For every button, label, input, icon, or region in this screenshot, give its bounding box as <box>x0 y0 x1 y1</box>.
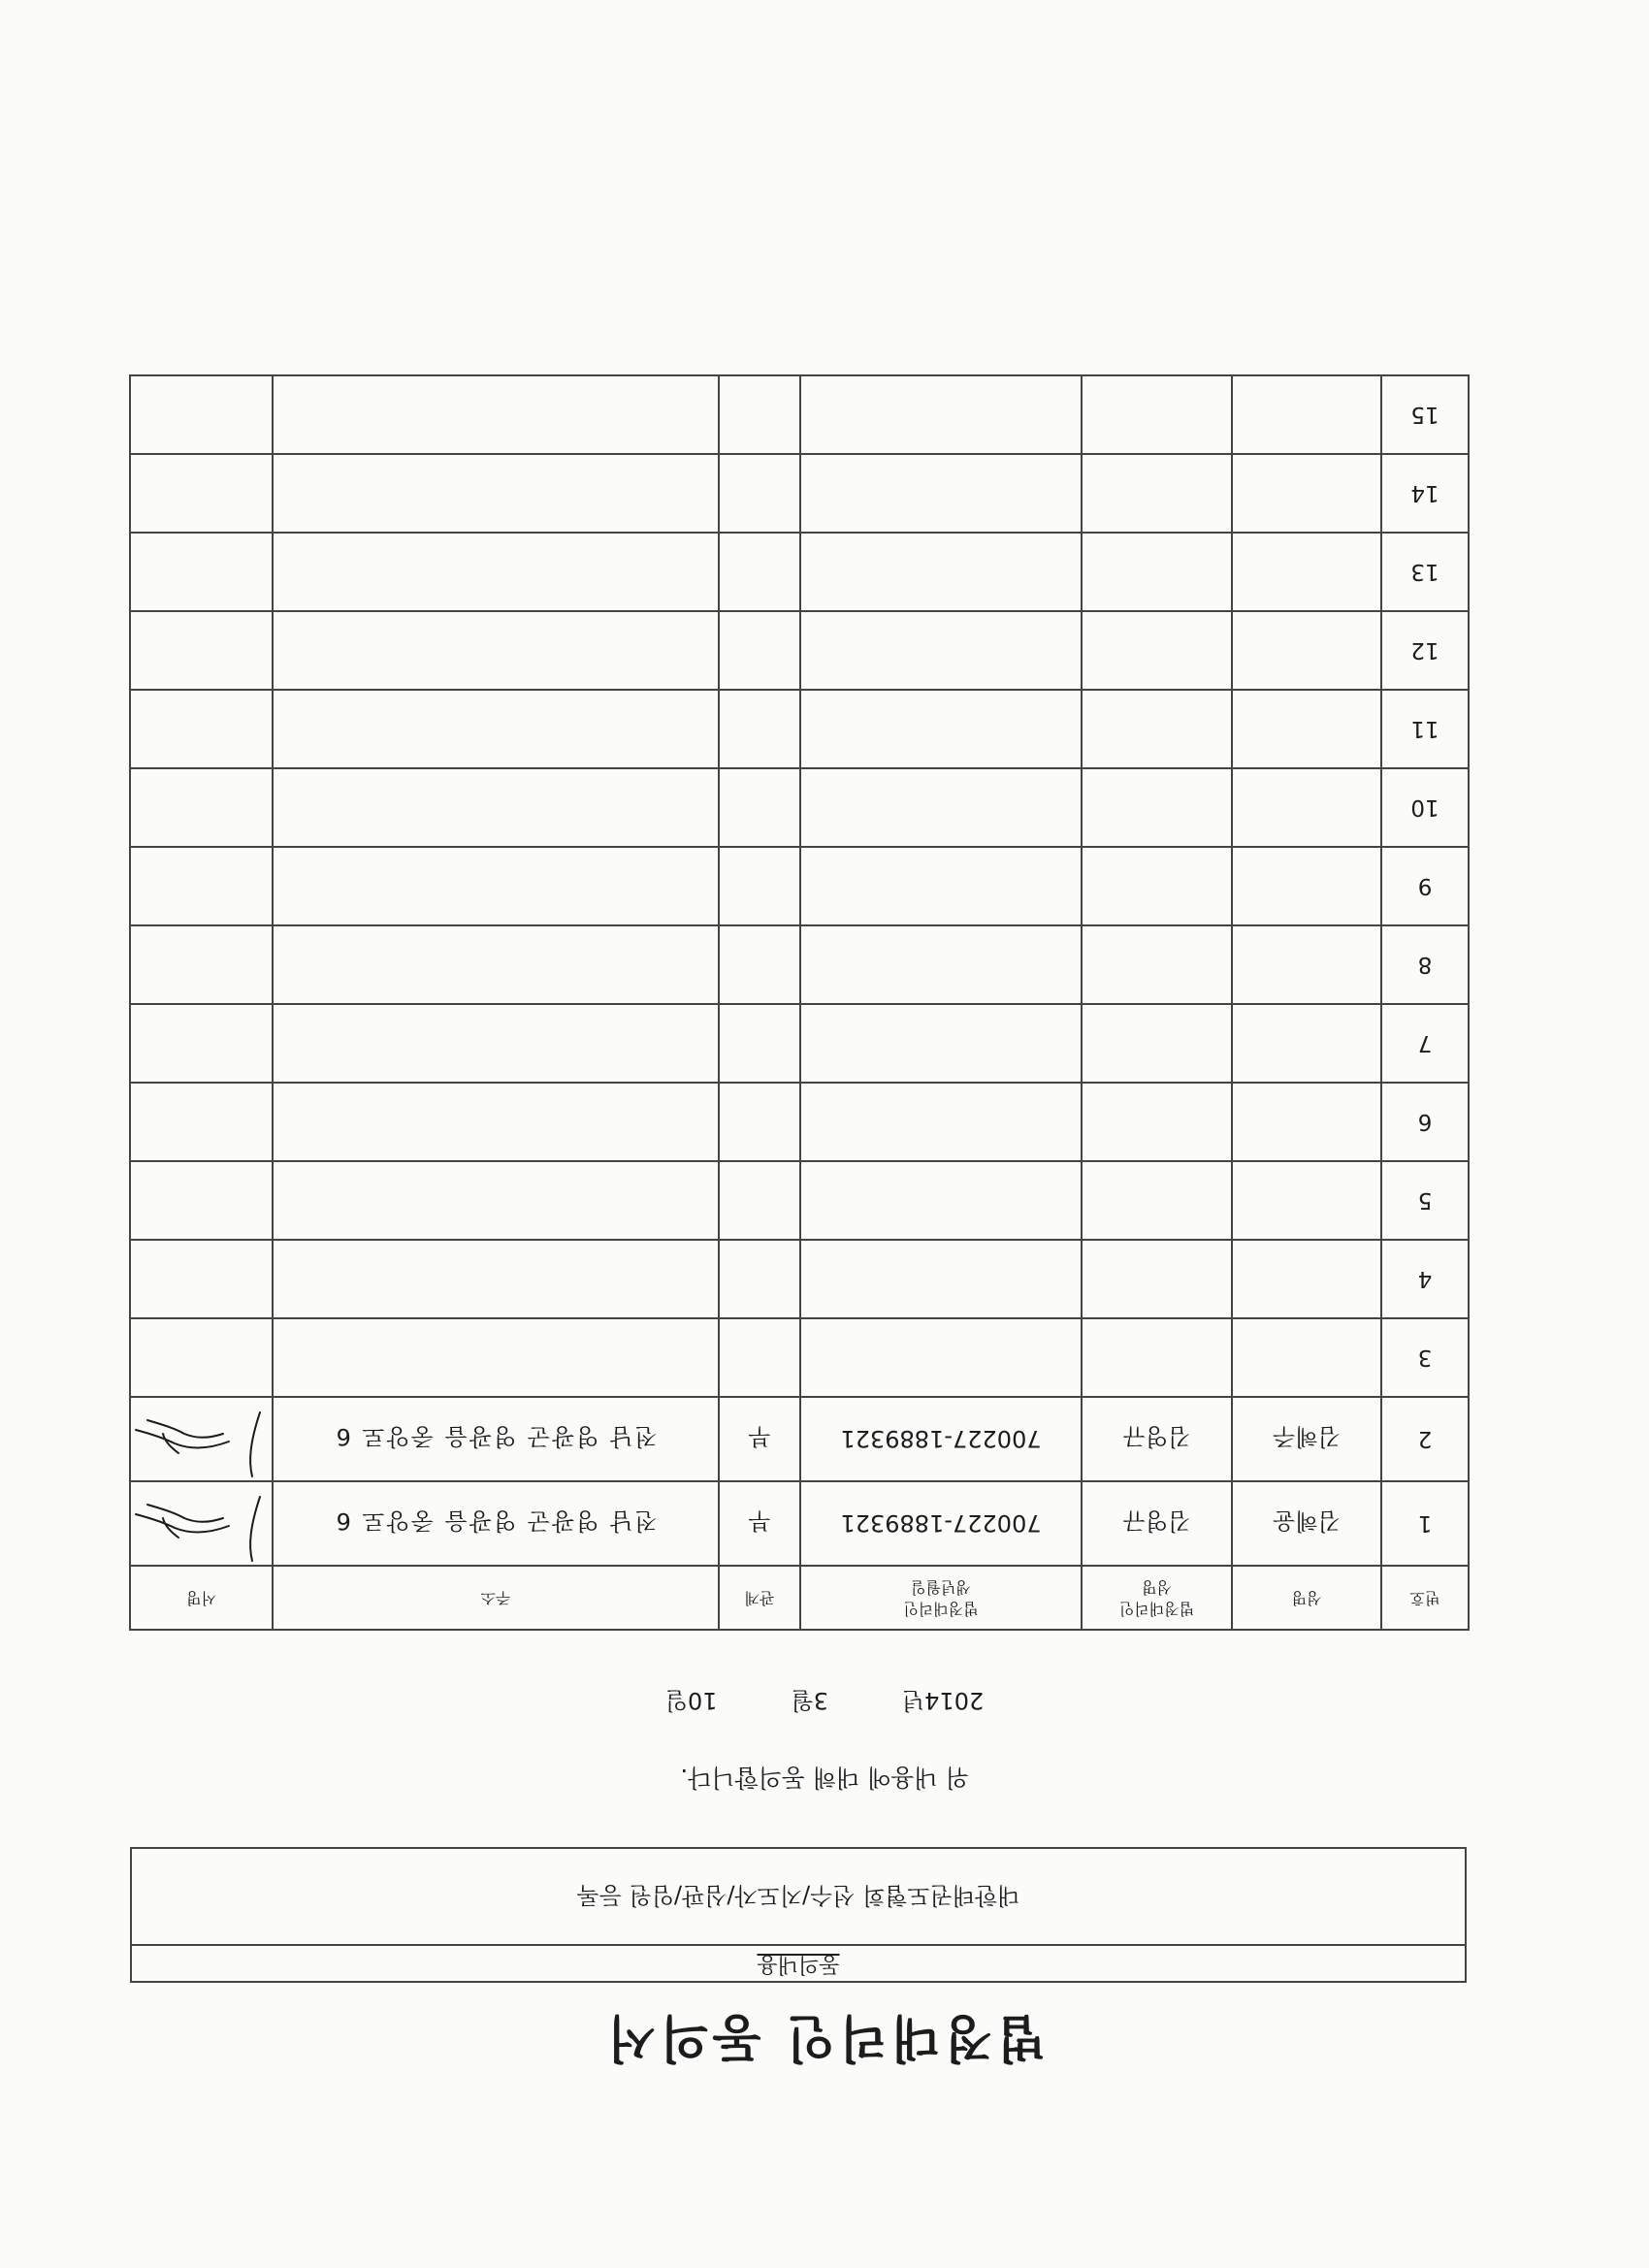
date-line <box>0 1686 1649 1720</box>
cell-no: 5 <box>1381 1161 1469 1240</box>
cell-signature <box>130 690 273 768</box>
cell-relation <box>719 1161 800 1240</box>
cell-guardian-name <box>1082 1240 1232 1318</box>
cell-signature <box>130 1318 273 1397</box>
cell-signature <box>130 375 273 454</box>
cell-guardian-birth: 700227-1889321 <box>800 1481 1082 1566</box>
cell-no: 11 <box>1381 690 1469 768</box>
guardian-table <box>129 374 1470 1631</box>
cell-signature <box>130 847 273 925</box>
cell-no: 1 <box>1381 1481 1469 1566</box>
cell-address <box>273 375 719 454</box>
table-row <box>130 1397 1469 1481</box>
cell-guardian-name <box>1082 375 1232 454</box>
cell-no: 4 <box>1381 1240 1469 1318</box>
cell-guardian-birth <box>800 454 1082 533</box>
cell-name <box>1232 1004 1381 1083</box>
table-row <box>130 768 1469 847</box>
cell-address <box>273 533 719 611</box>
cell-guardian-birth <box>800 768 1082 847</box>
cell-no: 12 <box>1381 611 1469 690</box>
cell-address <box>273 1004 719 1083</box>
cell-guardian-name <box>1082 611 1232 690</box>
table-row <box>130 533 1469 611</box>
cell-guardian-name <box>1082 768 1232 847</box>
header-guardian-birth: 법정대리인 생년월일 <box>800 1566 1082 1630</box>
cell-guardian-birth <box>800 847 1082 925</box>
table-row <box>130 1083 1469 1161</box>
cell-guardian-birth <box>800 611 1082 690</box>
cell-relation: 부 <box>719 1397 800 1481</box>
cell-name <box>1232 1318 1381 1397</box>
cell-name <box>1232 690 1381 768</box>
cell-address <box>273 690 719 768</box>
cell-relation <box>719 847 800 925</box>
cell-guardian-birth <box>800 533 1082 611</box>
cell-guardian-name <box>1082 533 1232 611</box>
cell-name <box>1232 768 1381 847</box>
cell-name <box>1232 533 1381 611</box>
table-header-row <box>130 1566 1469 1630</box>
cell-name <box>1232 1161 1381 1240</box>
cell-relation <box>719 1083 800 1161</box>
document-title: 법정대리인 동의서 <box>603 2008 1046 2066</box>
cell-address <box>273 1240 719 1318</box>
cell-relation <box>719 925 800 1004</box>
cell-guardian-name <box>1082 925 1232 1004</box>
cell-relation: 부 <box>719 1481 800 1566</box>
cell-guardian-birth <box>800 375 1082 454</box>
table-row <box>130 690 1469 768</box>
table-row <box>130 1481 1469 1566</box>
cell-name <box>1232 925 1381 1004</box>
cell-relation <box>719 533 800 611</box>
cell-relation <box>719 1240 800 1318</box>
cell-no: 15 <box>1381 375 1469 454</box>
cell-signature <box>130 1083 273 1161</box>
header-relation: 관계 <box>719 1566 800 1630</box>
cell-signature <box>130 533 273 611</box>
cell-address <box>273 1318 719 1397</box>
consent-text: 대한태권도협회 선수/지도자/심판/임원 등록 <box>576 1882 1020 1909</box>
date-month: 3월 <box>791 1687 828 1714</box>
cell-relation <box>719 768 800 847</box>
cell-no: 9 <box>1381 847 1469 925</box>
cell-address <box>273 611 719 690</box>
cell-guardian-birth <box>800 1161 1082 1240</box>
table-row <box>130 847 1469 925</box>
cell-relation <box>719 611 800 690</box>
cell-no: 6 <box>1381 1083 1469 1161</box>
cell-signature <box>130 1161 273 1240</box>
cell-no: 2 <box>1381 1397 1469 1481</box>
table-row <box>130 1318 1469 1397</box>
cell-guardian-name <box>1082 454 1232 533</box>
table-row <box>130 375 1469 454</box>
cell-guardian-birth <box>800 1004 1082 1083</box>
date-day: 10일 <box>664 1687 718 1714</box>
cell-signature <box>130 1004 273 1083</box>
cell-no: 13 <box>1381 533 1469 611</box>
cell-relation <box>719 454 800 533</box>
cell-address <box>273 1083 719 1161</box>
cell-name <box>1232 454 1381 533</box>
cell-address: 전남 영광군 영광읍 중앙로 6 <box>273 1481 719 1566</box>
header-no: 번호 <box>1381 1566 1469 1630</box>
cell-address <box>273 454 719 533</box>
cell-name <box>1232 611 1381 690</box>
header-address: 주소 <box>273 1566 719 1630</box>
cell-address <box>273 768 719 847</box>
cell-signature <box>130 1481 273 1566</box>
cell-guardian-birth <box>800 1083 1082 1161</box>
cell-name: 김혜주 <box>1232 1397 1381 1481</box>
consent-content-box <box>130 1847 1467 1983</box>
header-signature: 서명 <box>130 1566 273 1630</box>
table-row <box>130 1004 1469 1083</box>
cell-no: 14 <box>1381 454 1469 533</box>
cell-name <box>1232 847 1381 925</box>
cell-guardian-birth <box>800 1240 1082 1318</box>
cell-signature <box>130 1397 273 1481</box>
cell-signature <box>130 768 273 847</box>
cell-no: 3 <box>1381 1318 1469 1397</box>
cell-no: 8 <box>1381 925 1469 1004</box>
cell-address: 전남 영광군 영광읍 중앙로 6 <box>273 1397 719 1481</box>
cell-no: 10 <box>1381 768 1469 847</box>
cell-signature <box>130 925 273 1004</box>
cell-guardian-birth: 700227-1889321 <box>800 1397 1082 1481</box>
cell-guardian-name: 김영규 <box>1082 1481 1232 1566</box>
agree-statement: 위 내용에 대해 동의합니다. <box>680 1764 969 1792</box>
cell-name <box>1232 375 1381 454</box>
table-body <box>130 375 1469 1566</box>
cell-address <box>273 847 719 925</box>
cell-guardian-name <box>1082 690 1232 768</box>
table-row <box>130 1240 1469 1318</box>
cell-guardian-birth <box>800 1318 1082 1397</box>
cell-no: 7 <box>1381 1004 1469 1083</box>
cell-guardian-name <box>1082 1161 1232 1240</box>
cell-relation <box>719 1004 800 1083</box>
table-row <box>130 925 1469 1004</box>
date-year: 2014년 <box>901 1687 985 1714</box>
table-row <box>130 454 1469 533</box>
cell-signature <box>130 611 273 690</box>
consent-header: 동의내용 <box>132 1944 1465 1981</box>
cell-relation <box>719 1318 800 1397</box>
table-row <box>130 611 1469 690</box>
cell-guardian-name: 김영규 <box>1082 1397 1232 1481</box>
cell-address <box>273 1161 719 1240</box>
cell-name: 김혜윤 <box>1232 1481 1381 1566</box>
cell-guardian-birth <box>800 925 1082 1004</box>
cell-address <box>273 925 719 1004</box>
cell-relation <box>719 690 800 768</box>
cell-guardian-name <box>1082 1004 1232 1083</box>
handwritten-signature <box>129 1488 272 1565</box>
handwritten-signature <box>129 1404 272 1480</box>
header-guardian-name: 법정대리인 성명 <box>1082 1566 1232 1630</box>
cell-guardian-name <box>1082 1083 1232 1161</box>
cell-name <box>1232 1240 1381 1318</box>
cell-signature <box>130 454 273 533</box>
header-name: 성명 <box>1232 1566 1381 1630</box>
cell-guardian-birth <box>800 690 1082 768</box>
cell-guardian-name <box>1082 847 1232 925</box>
table-row <box>130 1161 1469 1240</box>
cell-name <box>1232 1083 1381 1161</box>
cell-relation <box>719 375 800 454</box>
cell-guardian-name <box>1082 1318 1232 1397</box>
cell-signature <box>130 1240 273 1318</box>
